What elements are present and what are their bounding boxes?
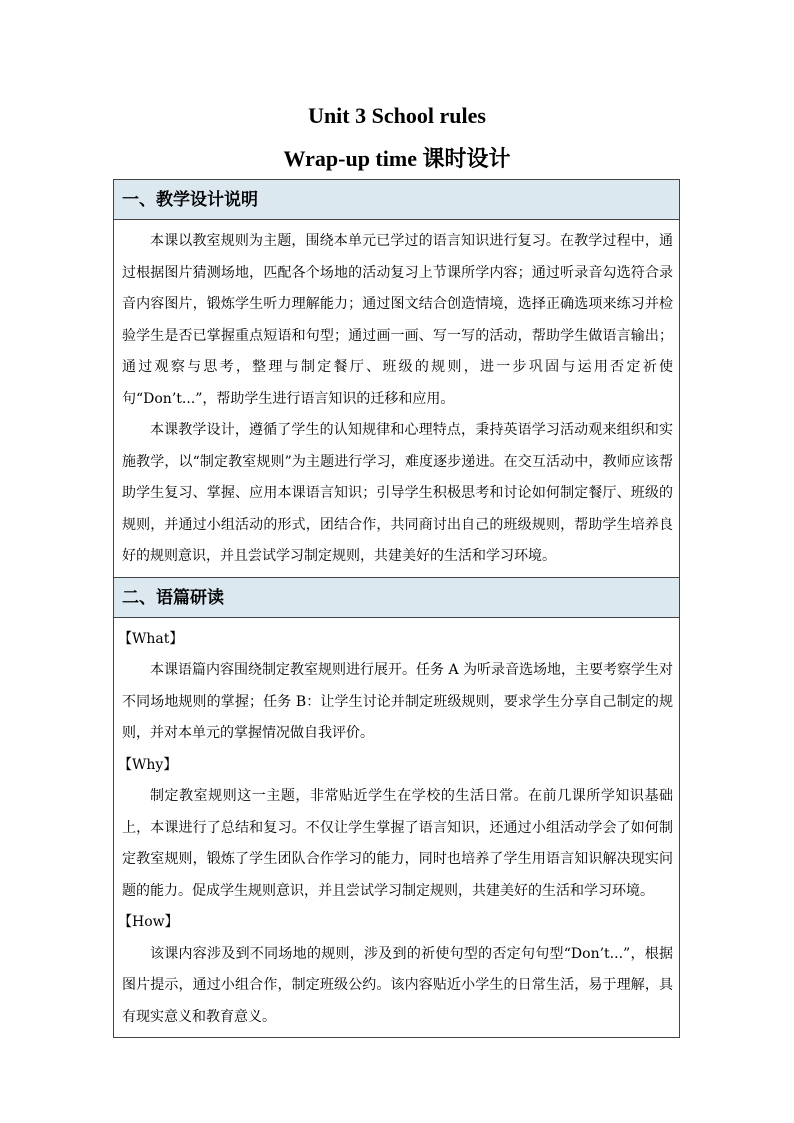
section-body-teaching-design [114,220,679,578]
how-label: 【How】 [118,914,179,930]
section-heading-text-study: 二、语篇研读 [114,578,679,618]
why-label: 【Why】 [118,756,178,773]
section-heading-teaching-design: 一、教学设计说明 [114,180,679,220]
document-title: Unit 3 School rules [308,103,486,128]
paragraph: 本课以教室规则为主题，围绕本单元已学过的语言知识进行复习。在教学过程中，通过根据图片猜测场地，匹配各个场地的活动复习上节课所学内容；通过听录音勾选符合录音内容图片，锻炼学生听力理解能力；通过图文结合创造情境，选择正确选项来练习并检验学生是否已掌握重点短语和句型；通过画一画、写一写的活动，帮助学生做语言输出；通过观察与思考，整理与制定餐厅、班级的规则，进一步巩固与运用否定祈使句“Don’t...”，帮助学生进行语言知识的迁移和应用。 [122,233,673,407]
design-table [113,179,680,1038]
what-label: 【What】 [118,630,184,647]
paragraph: 本课教学设计，遵循了学生的认知规律和心理特点，秉持英语学习活动观来组织和实施教学，以“制定教室规则”为主题进行学习，难度逐步递进。在交互活动中，教师应该帮助学生复习、掌握、应用本课语言知识；引导学生积极思考和讨论如何制定餐厅、班级的规则，并通过小组活动的形式，团结合作，共同商讨出自己的班级规则，帮助学生培养良好的规则意识，并且尝试学习制定规则，共建美好的生活和学习环境。 [122,422,673,564]
how-paragraph: 该课内容涉及到不同场地的规则，涉及到的祈使句型的否定句句型“Don’t...”，根据图片提示，通过小组合作，制定班级公约。该内容贴近小学生的日常生活，易于理解，具有现实意义和教育意义。 [122,945,673,1025]
document-subtitle: Wrap-up time 课时设计 [283,146,511,171]
why-paragraph: 制定教室规则这一主题，非常贴近学生在学校的生活日常。在前几课所学知识基础上，本课进行了总结和复习。不仅让学生掌握了语言知识，还通过小组活动学会了如何制定教室规则，锻炼了学生团队合作学习的能力，同时也培养了学生用语言知识解决现实问题的能力。促成学生规则意识，并且尝试学习制定规则，共建美好的生活和学习环境。 [122,788,673,899]
section-body-text-study [114,618,679,1038]
what-paragraph: 本课语篇内容围绕制定教室规则进行展开。任务 A 为听录音选场地，主要考察学生对不同场地规则的掌握；任务 B：让学生讨论并制定班级规则，要求学生分享自己制定的规则，并对本单元的掌握情况做自我评价。 [122,662,674,741]
